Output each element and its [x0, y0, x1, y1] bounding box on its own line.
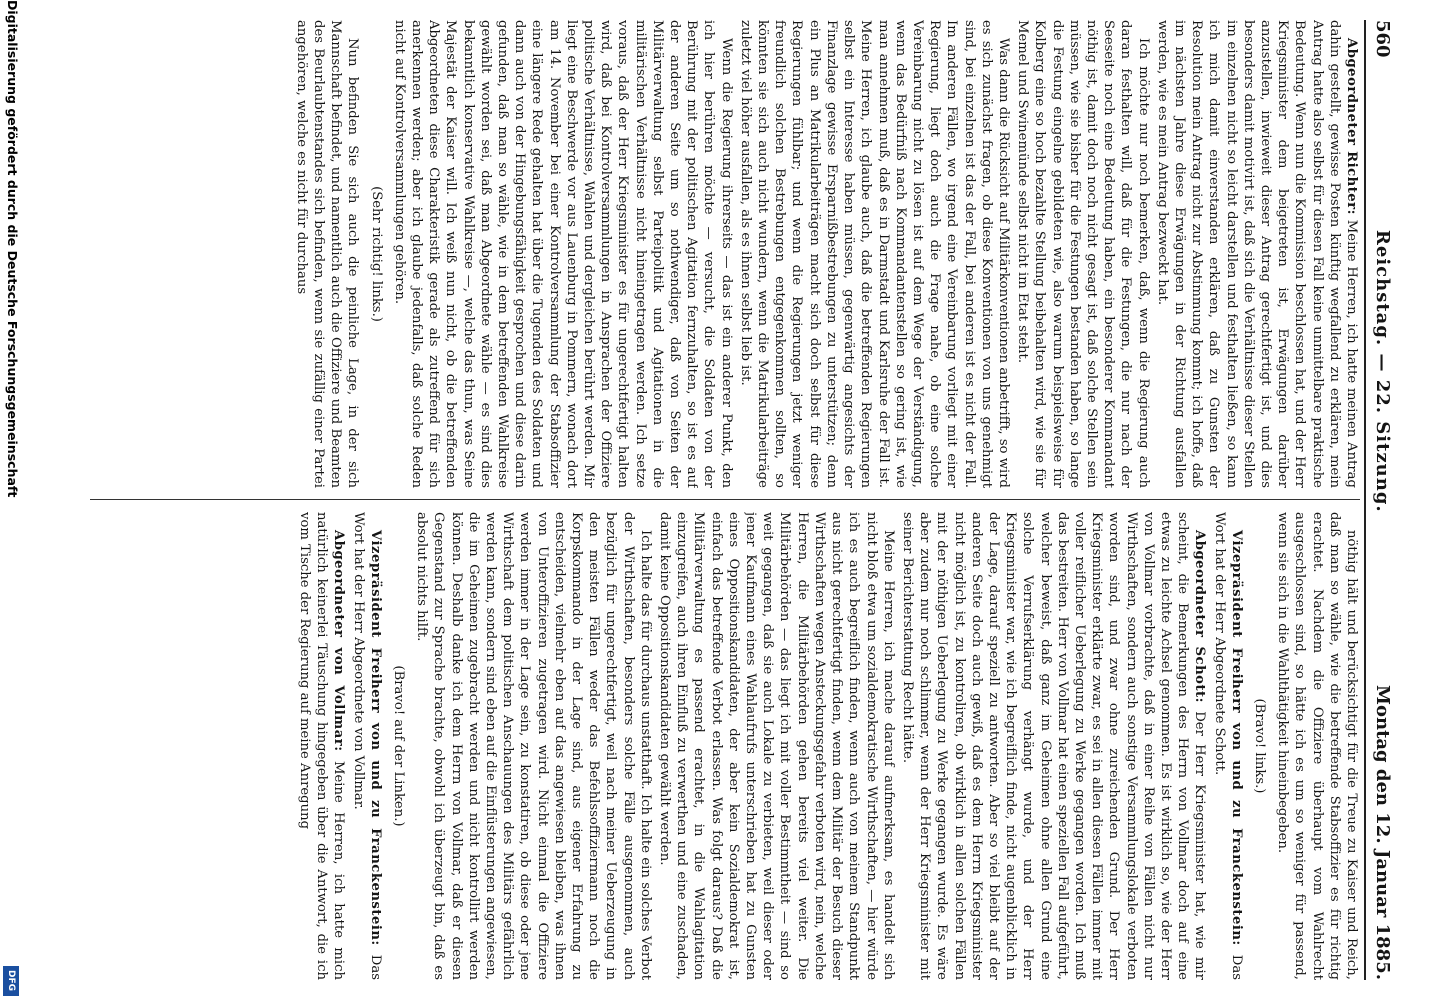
dfg-logo-text: DFG — [6, 970, 16, 992]
page-header — [1364, 20, 1400, 980]
paragraph — [1210, 512, 1244, 980]
speaker-name: Abgeordneter Schott: — [1192, 530, 1208, 704]
paragraph-text: Meine Herren, ich hatte mich natürlich keinerlei Täuschung hingegeben über die Antwort, die ich vom Tische der Regierung auf meine Anregung — [297, 512, 347, 980]
paragraph-text: Das Wort hat der Herr Abgeordnete von Vollmar. — [350, 512, 383, 980]
session-date: Montag den 12. Januar 1885. — [1372, 685, 1394, 980]
paragraph: Nun befinden Sie sich auch die peinliche Lage, in der sich Mannschaft befindet, und namentlich auch die Offiziere und Beamten des Beurlaubtenstandes sich befinden, wenn sie zufällig einer Partei angehören, welche es nicht für durchaus — [293, 20, 361, 488]
applause-note: (Sehr richtig! links.) — [368, 186, 384, 322]
paragraph — [349, 512, 383, 980]
applause-note: (Bravo! auf der Linken.) — [391, 665, 407, 827]
paragraph — [296, 512, 348, 980]
right-column — [90, 512, 1360, 980]
paragraph: Wenn die Regierung ihrerseits — das ist ein anderer Punkt, den ich hier berühren möchte — versucht, die Soldaten von der Berührung mit der politischen Agitation fernzuhalten, so ist es auf der anderen Seite um so nothwendiger, daß von Seiten der Militärverwaltung selbst Parteipolitik und Agitationen in die militärischen Verhältnisse nicht hineingetragen werden. Ich setze voraus, daß der Herr Kriegsminister es für ungerechtfertigt halten wird, daß bei Kontrolversammlungen in Ansprachen der Offiziere politische Verhältnisse, Wahlen und dergleichen berührt werden. Mir liegt eine Beschwerde vor aus Lauenburg in Pommern, wonach dort am 14. November bei einer Kontrolversammlung der Stabsoffizier eine längere Rede gehalten hat über die Tugenden des Soldaten und dann auch von der Hingebungsfähigkeit gesprochen und diese darin gefunden, daß man so wähle, wie in dem betreffenden Wahlkreise gewählt worden sei, daß man Abgeordnete wähle — es sind dies bekanntlich konservative Wahlkreise —, welche das thun, was Seine Majestät der Kaiser will. Ich weiß nun nicht, ob die betreffenden Abgeordneten diese Charakteristik gerade als zutreffend für sich anerkennen werden; aber ich glaube jedenfalls, daß solche Reden nicht auf Kontrolversammlungen gehören. — [391, 20, 734, 488]
speaker-name: Abgeordneter von Vollmar: — [331, 530, 347, 752]
page-number: 560 — [1372, 20, 1394, 58]
paragraph-text: Meine Herren, ich hatte meinen Antrag dahin gestellt, gewisse Posten künftig wegfallend zu erklären, mein Antrag hatte also selbst für diesen Fall keine unmittelbare praktische Bedeutung. Wenn nun die Kommission beschlossen hat, und der Herr Kriegsminister dem beigetreten ist, Erwägungen darüber anzustellen, inwieweit dieser Antrag gerechtfertigt ist, und dies besonders damit motivirt ist, daß sich die Verhältnisse dieser Stellen im einzelnen nicht so leicht darstellen und festhalten ließen, so kann ich mich damit einverstanden erklären, daß zu Gunsten der Resolution mein Antrag nicht zur Abstimmung kommt; ich hoffe, daß im nächsten Jahre diese Erwägungen in der Richtung ausfallen werden, wie es mein Antrag bezweckt hat. — [1154, 20, 1359, 488]
paragraph: Ich halte das für durchaus unstatthaft. Ich halte ein solches Verbot der Wirthschaften, besonders solche Fälle ausgenommen, auch bezüglich für ungerechtfertigt, weil nach meiner Ueberzeugung in den meisten Fällen weder das Befehlssoffiziermann noch die Korpskommando in der Lage sind, aus eigener Erfahrung zu entscheiden, vielmehr eben auf das angewiesen bleiben, was ihnen von Unteroffizieren zugetragen wird. Nicht einmal die Offiziere werden immer in der Lage sein, zu konstatiren, ob diese oder jene Wirthschaft dem politischen Anschauungen des Militärs gefährlich werden kann, sondern sind eben auf die Einflüsterungen angewiesen, die im Geheimen zugebracht werden und nicht kontrollirt werden können. Deshalb danke ich dem Herrn von Vollmar, daß er diesen Gegenstand zur Sprache brachte, obwohl ich überzeugt bin, daß es absolut nichts hilft. — [414, 512, 653, 980]
column-divider — [90, 499, 1360, 500]
left-column — [90, 20, 1360, 488]
paragraph: Ich möchte nur noch bemerken, daß, wenn die Regierung auch daran festhalten will, daß für die Festungen, die nur nach der Seeseite noch eine Bedeutung haben, ein besonderer Kommandant nöthig ist, damit doch noch nicht gesagt ist, daß solche Stellen sein müssen, wie sie bisher für die Festungen bestanden haben, so lange die Festung eingelne gebildeten wie, also warum beispielsweise für Kolberg eine so hoch bezahlte Stellung beibehalten wird, wie sie für Memel und Swinemünde selbst nicht im Etat steht. — [1015, 20, 1151, 488]
applause-note: (Bravo! links.) — [1251, 698, 1267, 794]
speaker-name: Vizepräsident Freiherr von und zu Franckenstein: — [367, 530, 383, 946]
speaker-name: Vizepräsident Freiherr von und zu Franckenstein: — [1228, 530, 1244, 946]
dfg-logo — [3, 966, 19, 996]
speaker-name: Abgeordneter Richter: — [1344, 38, 1359, 215]
paragraph: Meine Herren, ich mache darauf aufmerksam, es handelt sich nicht bloß etwa um sozialdemokratische Wirthschaften, — hier würde ich es auch begreiflich finden, wenn auch von meinem Standpunkt aus nicht gerechtfertigt finden, wenn dem Militär der Besuch dieser Wirthschaften wegen Ansteckungsgefahr verboten wird, nein, welche Herren, die Militärbehörden gehen bereits viel weiter. Die Militärbehörden — das liegt ich mit voller Bestimmtheit — sind so weit gegangen, daß sie auch Lokale zu verbieten, weil dieser oder jener Kaufmann eines Wahlaufrufs unterschrieben hat zu Gunsten eines Oppositionskandidaten, der aber kein Sozialdemokrat ist, einfach das betreffende Verbot erlassen. Was folgt daraus? Daß die Militärverwaltung es passend erachtet, in die Wahlagitation einzugreifen, auch ihren Einfluß zu verwerthen und eine zuschaden, damit keine Oppositionskandidaten gewählt werden. — [657, 512, 896, 980]
rotated-page-content — [80, 20, 1400, 980]
page-title: Reichstag. — 22. Sitzung. — [1372, 229, 1394, 513]
paragraph: Was dann die Rücksicht auf Militärkonventionen anbetrifft, so wird es sich zunächst fragen, ob diese Konventionen von uns genehmigt sind, bei einzelnen ist das der Fall, bei anderen ist es nicht der Fall. Im anderen Fällen, wo irgend eine Vereinbarung vorliegt mit einer Regierung, liegt doch auch die Frage nahe, ob eine solche Vereinbarung nicht zu lösen ist auf dem Wege der Verständigung, wenn das Bedürfniß nach Kommandantenstellen so gering ist, wie man annehmen muß, daß es in Darmstadt und Karlsruhe der Fall ist. Meine Herren, ich glaube auch, daß die betreffenden Regierungen selbst ein Interesse haben müssen, gegenwärtig angesichts der Finanzlage gewisse Ersparnißbestrebungen zu unterstützen; denn ein Plus an Matrikularbeiträgen macht sich doch selbst für diese Regierungen fühlbar; und wenn die Regierungen jetzt weniger freundlich solchen Bestrebungen entgegenkommen sollten, so könnten sie sich auch nicht wundern, wenn die Matrikularbeiträge zuletzt viel höher ausfallen, als es ihnen selbst lieb ist. — [737, 20, 1011, 488]
digitization-note: Digitalisierung gefördert durch die Deutsche Forschungsgemeinschaft — [5, 0, 20, 498]
paragraph: nöthig hält und berücksichtigt für die Treue zu Kaiser und Reich, daß man so wähle, wie die betreffende Stabsoffizier es für richtig erachtet. Nachdem die Offiziere überhaupt vom Wahlrecht ausgeschlossen sind, so hätte ich es um so weniger für passend, wenn sie sich in die Wahlthätigkeit hineinbegeben. — [1275, 512, 1359, 980]
paragraph-text: Das Wort hat der Herr Abgeordnete Schott. — [1211, 512, 1244, 980]
digitization-sidebar — [0, 0, 22, 1000]
paragraph-text: Der Herr Kriegsminister hat, wie mir scheint, die Bemerkungen des Herrn von Vollmar doch auf eine etwas zu leichte Achsel genommen. Es ist wirklich so, wie der Herr von Vollmar vorbrachte, daß in einer Reihe von Fällen nicht nur Wirthschaften, sondern auch sonstige Versammlungslokale verboten worden sind, und zwar ohne zureichenden Grund. Der Herr Kriegsminister erklärte zwar, es sei in allen diesen Fällen immer mit voller reiflicher Ueberlegung zu Werke gegangen worden. Ich muß das bestreiten. Herr von Vollmar hat einen speziellen Fall aufgeführt, welcher beweist, daß ganz im Geheimen ohne allen Grund eine solche Verrufserklärung verhängt wurde, und der Herr Kriegsminister war, wie ich begreiflich finde, nicht augenblicklich in der Lage, darauf speziell zu antworten. Aber so viel bleibt auf der anderen Seite doch auch gewiß, daß es dem Herrn Kriegsminister nicht möglich ist, zu kontroliren, ob wirklich in allen solchen Fällen mit der nöthigen Ueberlegung zu Werke gegangen wurde. Es wäre aber zudem nur noch schlimmer, wenn der Herr Kriegsminister mit seiner Berichterstattung Recht hätte. — [899, 512, 1208, 980]
paragraph — [1154, 20, 1360, 488]
text-columns — [90, 20, 1360, 980]
paragraph — [899, 512, 1209, 980]
